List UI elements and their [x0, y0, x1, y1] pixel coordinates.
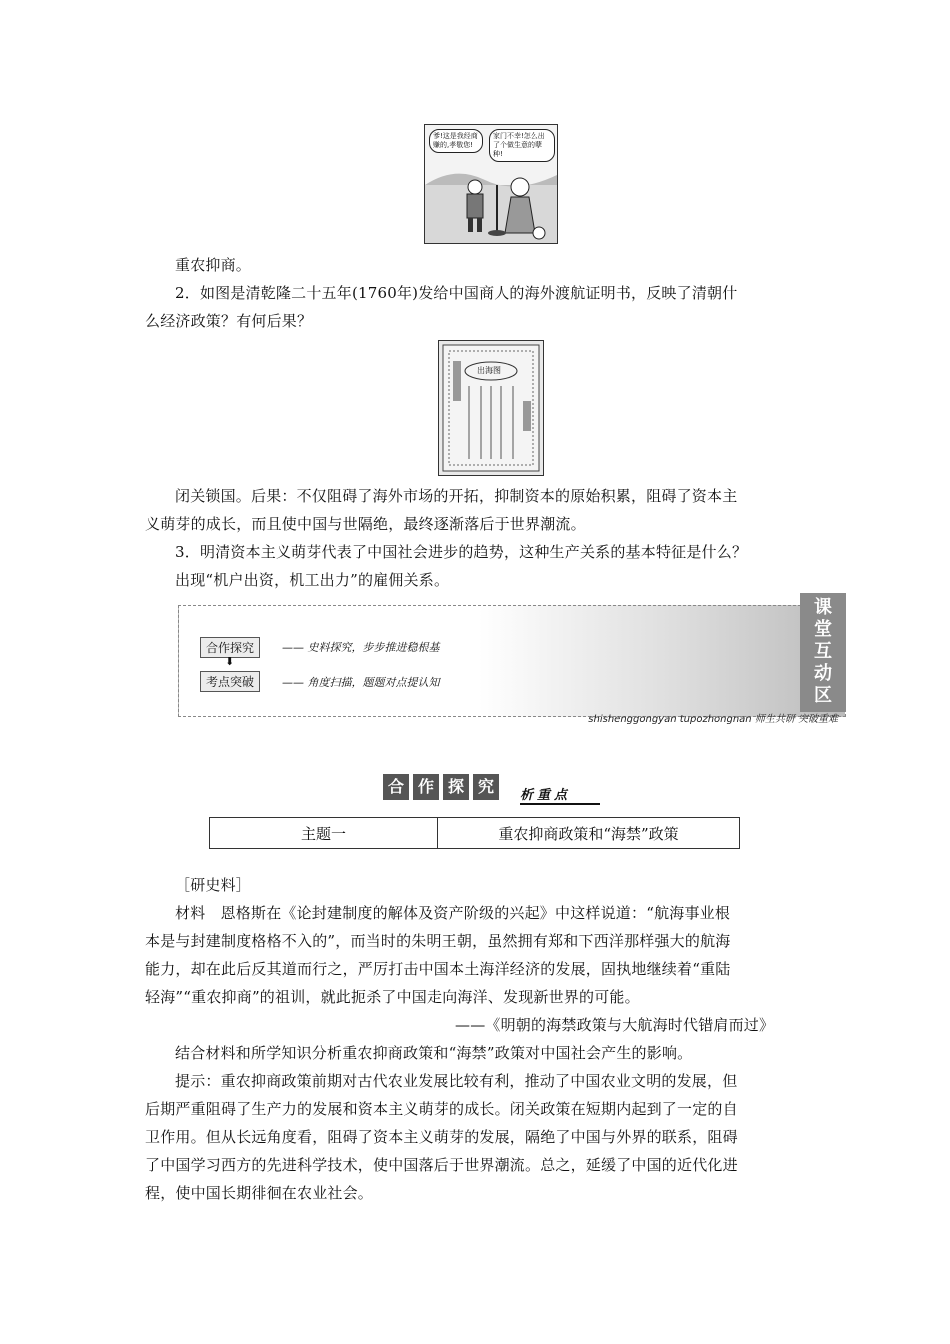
- table-row: [210, 818, 740, 849]
- banner-title-char: 堂: [814, 619, 832, 640]
- research-label: ［研史料］: [175, 876, 252, 894]
- section-char: 探: [443, 774, 469, 800]
- topic-number: 主题一: [210, 818, 438, 849]
- certificate-drawing: [439, 341, 543, 475]
- banner-tag-cooperate-desc: —— 史料探究，步步推进稳根基: [282, 641, 440, 654]
- hint-line3: 卫作用。但从长远角度看，阻碍了资本主义萌芽的发展，隔绝了中国与外界的联系，阻碍: [145, 1128, 738, 1146]
- answer-2-line2: 义萌芽的成长，而且使中国与世隔绝，最终逐渐落后于世界潮流。: [145, 515, 586, 533]
- material-line3: 能力，却在此后反其道而行之，严厉打击中国本土海洋经济的发展，固执地继续着“重陆: [145, 960, 731, 978]
- material-line4: 轻海”“重农抑商”的祖训，就此扼杀了中国走向海洋、发现新世界的可能。: [145, 988, 640, 1006]
- question-2-line1: 2．如图是清乾隆二十五年(1760年)发给中国商人的海外渡航证明书，反映了清朝什: [175, 284, 738, 302]
- banner-arrow: ⬇: [225, 655, 235, 668]
- material-line1: 材料 恩格斯在《论封建制度的解体及资产阶级的兴起》中这样说道：“航海事业根: [175, 904, 731, 922]
- banner-tag-breakthrough: 考点突破: [200, 671, 260, 692]
- banner-subline: shishenggongyan tupozhongnan 师生共研 突破重难: [588, 714, 838, 725]
- hint-line2: 后期严重阻碍了生产力的发展和资本主义萌芽的成长。闭关政策在短期内起到了一定的自: [145, 1100, 738, 1118]
- question-2-line2: 么经济政策？有何后果？: [145, 312, 313, 330]
- certificate-image: [438, 340, 544, 476]
- section-char: 作: [413, 774, 439, 800]
- hint-line4: 了中国学习西方的先进科学技术，使中国落后于世界潮流。总之，延缓了中国的近代化进: [145, 1156, 738, 1174]
- material-source: ——《明朝的海禁政策与大航海时代错肩而过》: [455, 1016, 775, 1034]
- cartoon-image: [424, 124, 558, 244]
- banner-title-char: 互: [814, 641, 832, 662]
- banner-title-char-last: 区: [814, 685, 832, 706]
- certificate-label: 出海图: [477, 366, 501, 375]
- classroom-banner: [178, 593, 846, 730]
- analysis-question: 结合材料和所学知识分析重农抑商政策和“海禁”政策对中国社会产生的影响。: [175, 1044, 693, 1062]
- answer-3: 出现“机户出资，机工出力”的雇佣关系。: [175, 571, 450, 589]
- material-line2: 本是与封建制度格格不入的”，而当时的朱明王朝，虽然拥有郑和下西洋那样强大的航海: [145, 932, 731, 950]
- section-char: 究: [473, 774, 499, 800]
- answer-2-line1: 闭关锁国。后果：不仅阻碍了海外市场的开拓，抑制资本的原始积累，阻碍了资本主: [175, 487, 738, 505]
- banner-box: [178, 605, 846, 717]
- section-header: [383, 774, 572, 804]
- question-3: 3．明清资本主义萌芽代表了中国社会进步的趋势，这种生产关系的基本特征是什么？: [175, 543, 748, 561]
- banner-title-char: 课: [814, 597, 832, 618]
- banner-tag-breakthrough-desc: —— 角度扫描，题题对点提认知: [282, 676, 440, 689]
- topic-title: 重农抑商政策和“海禁”政策: [438, 818, 740, 849]
- banner-vertical-title: [800, 593, 846, 712]
- section-char: 合: [383, 774, 409, 800]
- section-sub: 析重点: [520, 784, 600, 805]
- cartoon-bubble-right: 家门不幸!怎么出了个做生意的孽种!: [489, 129, 555, 162]
- hint-line5: 程，使中国长期徘徊在农业社会。: [145, 1184, 374, 1202]
- answer-1: 重农抑商。: [175, 256, 252, 274]
- topic-table: [209, 817, 740, 849]
- banner-tag-cooperate: 合作探究: [200, 637, 260, 658]
- hint-line1: 提示：重农抑商政策前期对古代农业发展比较有利，推动了中国农业文明的发展，但: [175, 1072, 738, 1090]
- cartoon-bubble-left: 爹!这是我经商赚的,孝敬您!: [429, 129, 483, 153]
- banner-title-char: 动: [814, 663, 832, 684]
